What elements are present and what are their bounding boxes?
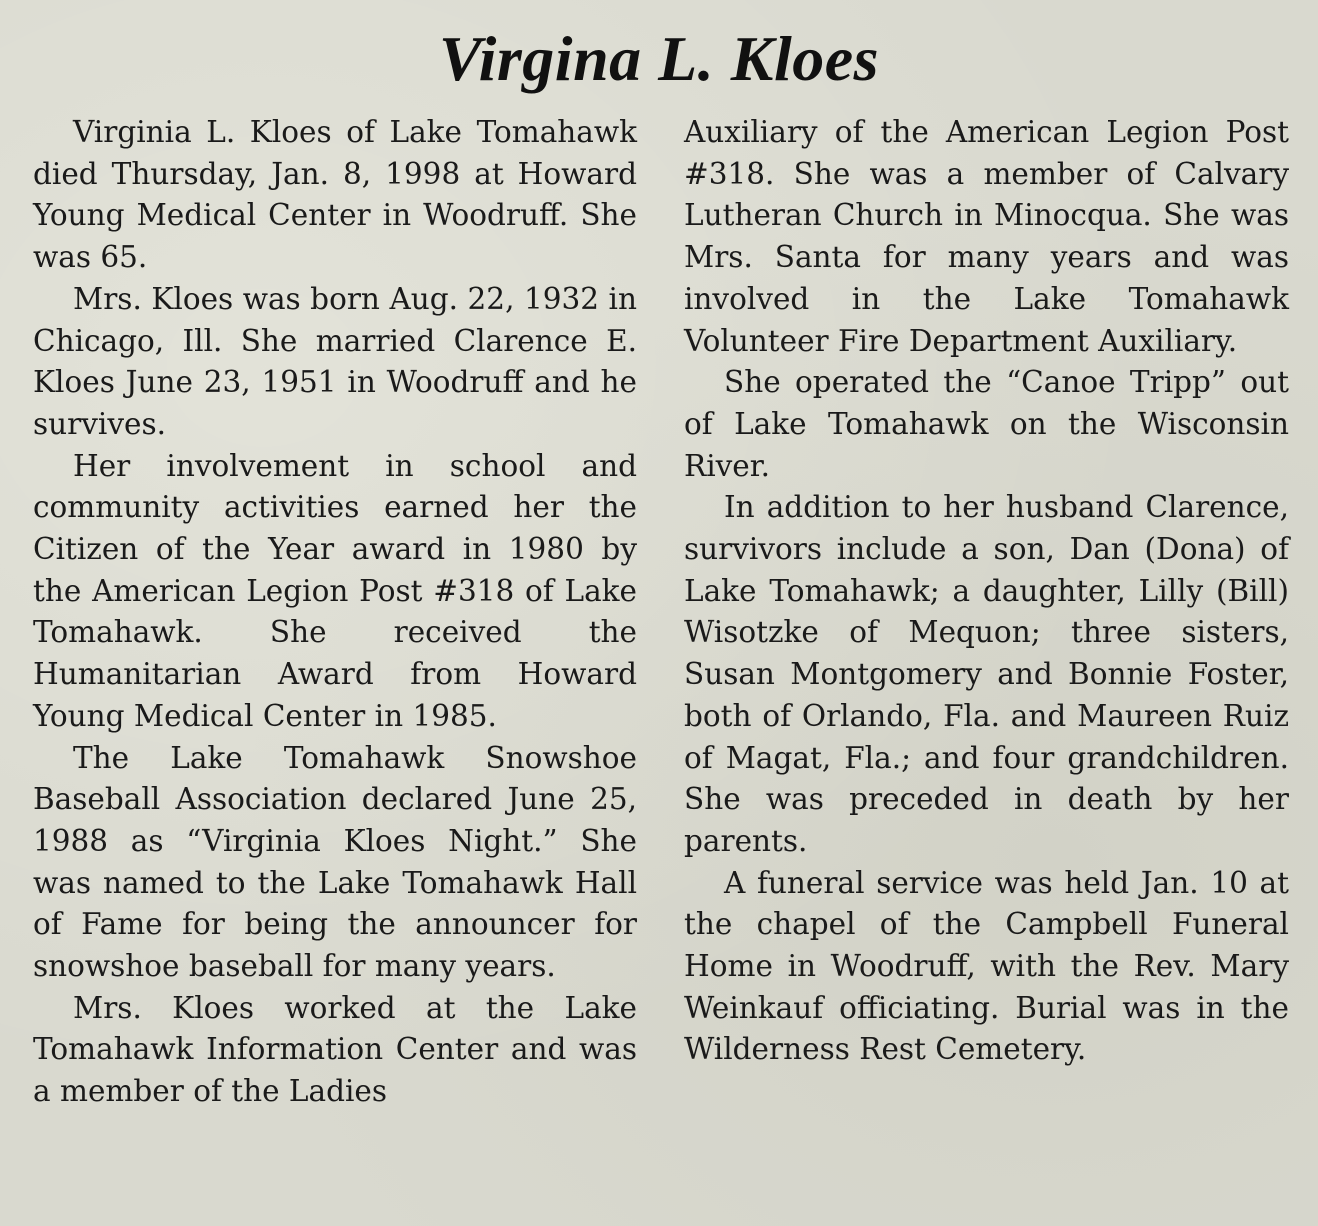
paragraph: In addition to her husband Clarence, survivors include a son, Dan (Dona) of Lake Tomahawk; a daughter, Lilly (Bill) Wisotzke of Mequon; three sisters, Susan Montgomery and Bonnie Foster, both of Orlando, Fla. and Maureen Ruiz of Magat, Fla.; and four grandchildren. She was preceded in death by her parents.	[684, 490, 1289, 858]
paragraph: Virginia L. Kloes of Lake Tomahawk died Thursday, Jan. 8, 1998 at Howard Young Medical Center in Woodruff. She was 65.	[33, 115, 637, 275]
paragraph: Her involvement in school and community activities earned her the Citizen of the Year award in 1980 by the American Legion Post #318 of Lake Tomahawk. She received the Humanitarian Award from Howard Young Medical Center in 1985.	[33, 448, 637, 733]
paragraph-continued: Auxiliary of the American Legion Post #318. She was a member of Calvary Lutheran Church in Minocqua. She was Mrs. Santa for many years and was involved in the Lake Tomahawk Volunteer Fire Department Auxiliary.	[684, 115, 1289, 358]
paragraph: The Lake Tomahawk Snowshoe Baseball Association declared June 25, 1988 as “Virginia Kloes Night.” She was named to the Lake Tomahawk Hall of Fame for being the announcer for snowshoe baseball for many years.	[33, 740, 637, 984]
paragraph: A funeral service was held Jan. 10 at the chapel of the Campbell Funeral Home in Woodruff, with the Rev. Mary Weinkauf officiating. Burial was in the Wilderness Rest Cemetery.	[684, 865, 1289, 1067]
paragraph: Mrs. Kloes was born Aug. 22, 1932 in Chicago, Ill. She married Clarence E. Kloes June 23, 1951 in Woodruff and he survives.	[33, 281, 637, 441]
obituary-headline: Virgina L. Kloes	[438, 23, 880, 94]
paragraph: Mrs. Kloes worked at the Lake Tomahawk Information Center and was a member of the Ladies	[33, 990, 637, 1109]
paragraph: She operated the “Canoe Tripp” out of Lake Tomahawk on the Wisconsin River.	[684, 365, 1289, 483]
left-column	[33, 112, 637, 1113]
right-column	[684, 112, 1289, 1071]
